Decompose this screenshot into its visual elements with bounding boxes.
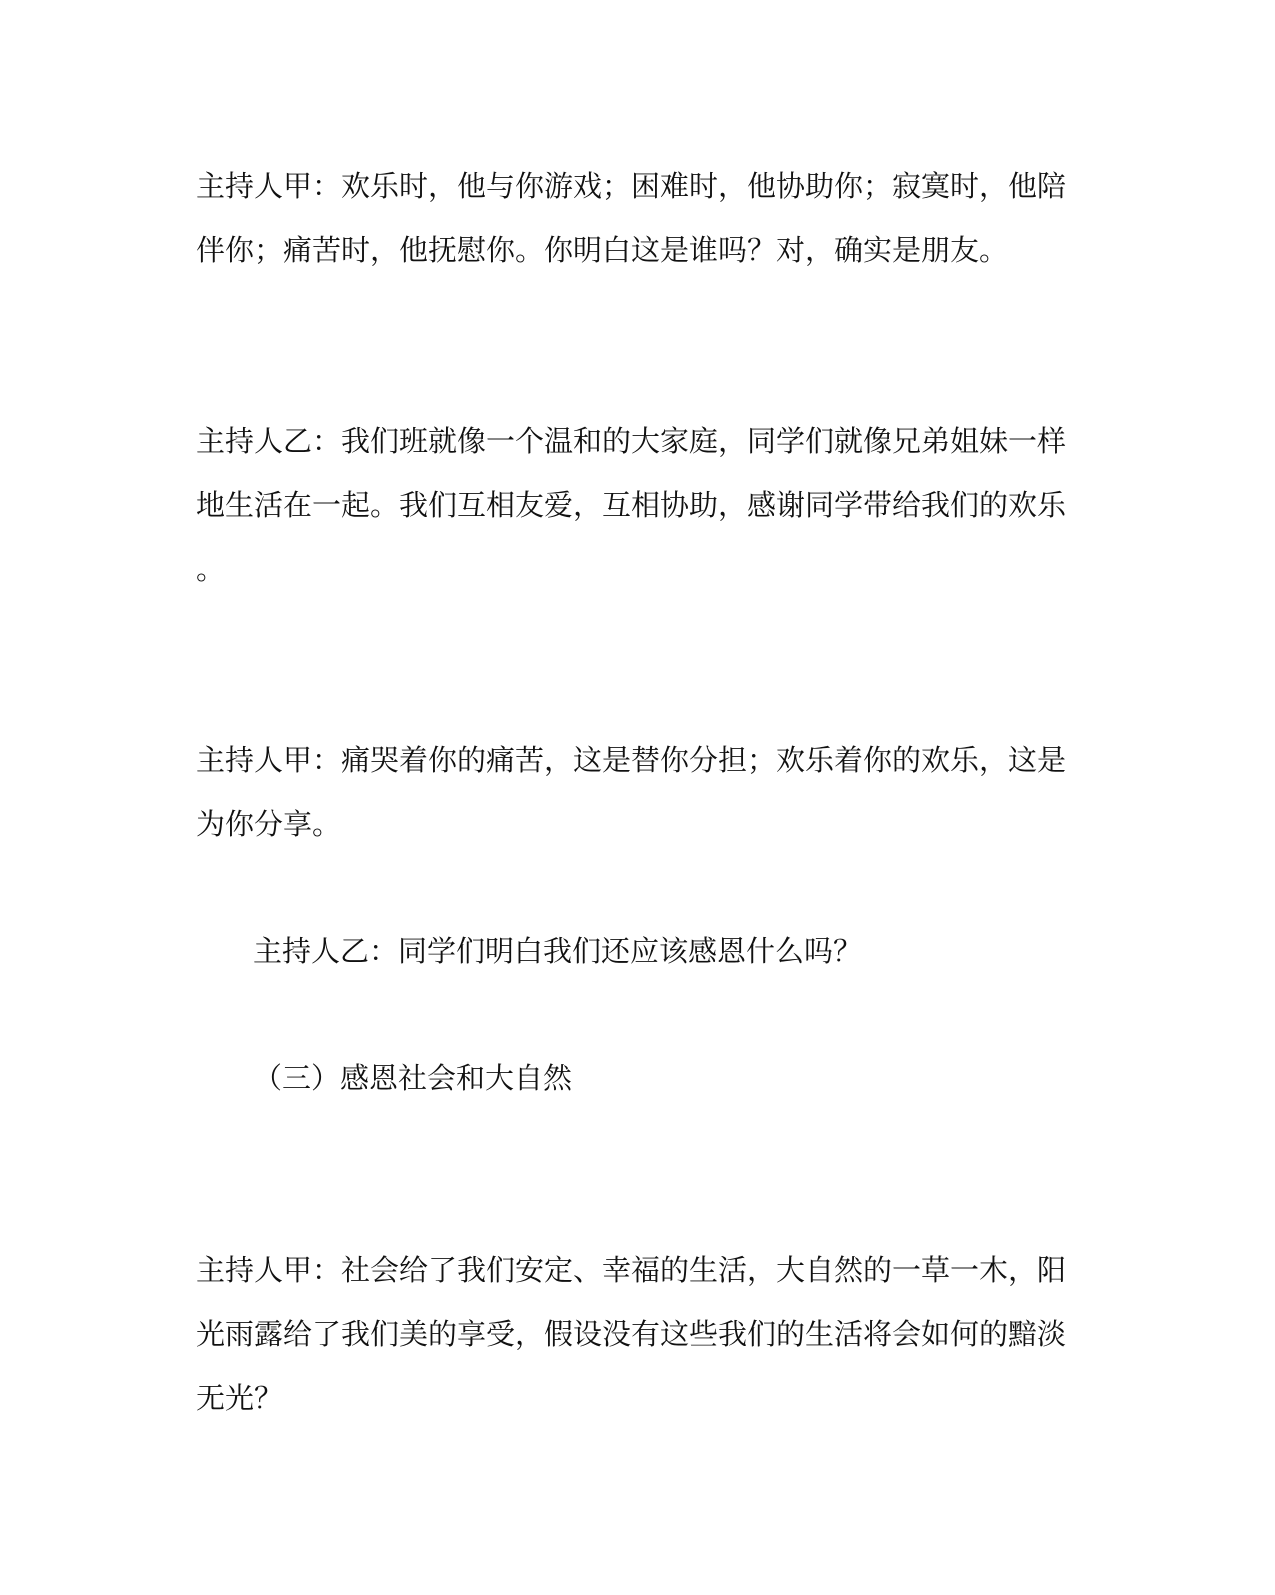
text-line: 主持人乙：同学们明白我们还应该感恩什么吗？ <box>253 934 863 968</box>
text-line: 为你分享。 <box>196 807 342 841</box>
text-line: 无光？ <box>196 1381 284 1415</box>
text-line: 主持人甲：痛哭着你的痛苦，这是替你分担；欢乐着你的欢乐，这是 <box>196 743 1067 777</box>
section-title: （三）感恩社会和大自然 <box>253 1061 573 1095</box>
text-line: 主持人甲：社会给了我们安定、幸福的生活，大自然的一草一木，阳 <box>196 1253 1067 1287</box>
text-line: 地生活在一起。我们互相友爱，互相协助，感谢同学带给我们的欢乐 <box>196 488 1067 522</box>
text-line: 光雨露给了我们美的享受，假设没有这些我们的生活将会如何的黯淡 <box>196 1317 1067 1351</box>
text-line: 伴你；痛苦时，他抚慰你。你明白这是谁吗？对，确实是朋友。 <box>196 233 1009 267</box>
text-line: 主持人甲：欢乐时，他与你游戏；困难时，他协助你；寂寞时，他陪 <box>196 169 1067 203</box>
text-line: 。 <box>196 552 226 586</box>
text-line: 主持人乙：我们班就像一个温和的大家庭，同学们就像兄弟姐妹一样 <box>196 424 1067 458</box>
